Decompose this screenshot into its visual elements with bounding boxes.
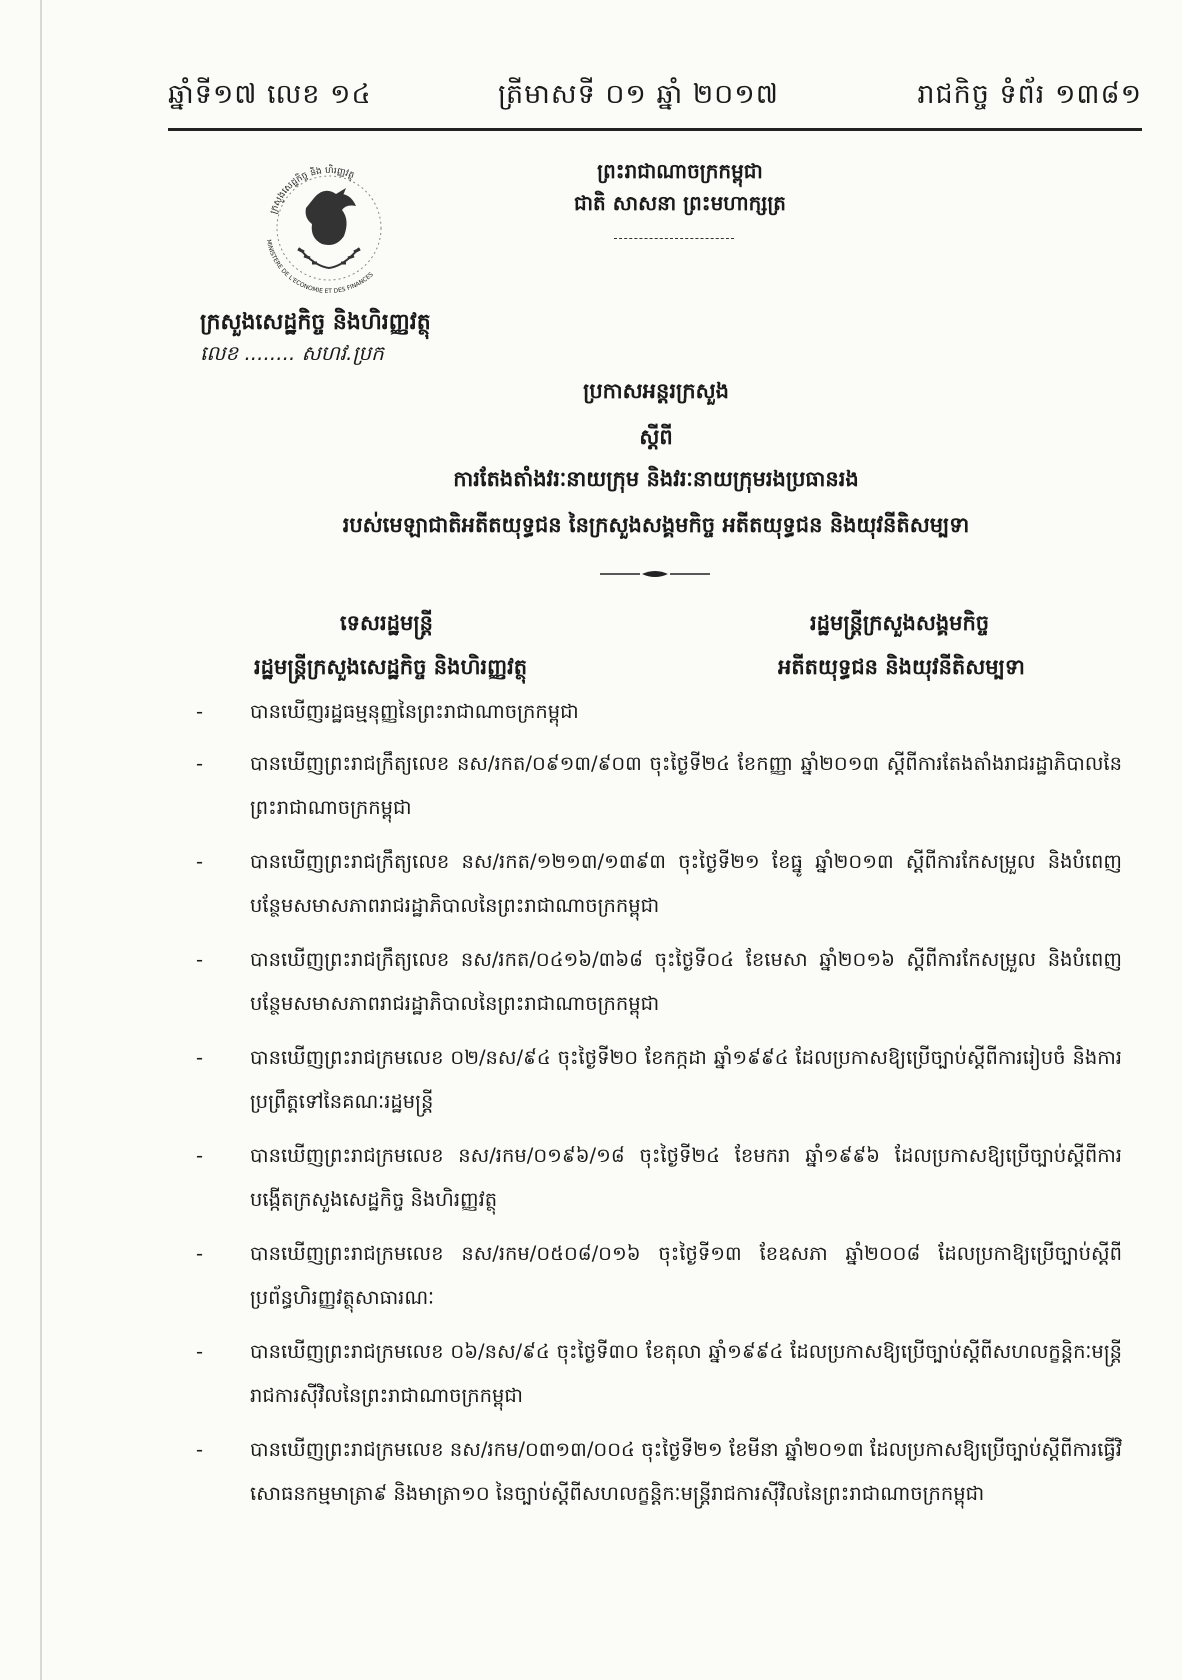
- kingdom-motto: ជាតិ សាសនា ព្រះមហាក្សត្រ: [574, 191, 786, 215]
- signatory-left-ministry: រដ្ឋមន្ត្រីក្រសួងសេដ្ឋកិច្ច និងហិរញ្ញវត្ថុ: [254, 655, 528, 679]
- list-item: - បានឃើញព្រះរាជក្រមលេខ នស/រកម/០៣១៣/០០៤ ចុះថ្ងៃទី២១ ខែមីនា ឆ្នាំ២០១៣ ដែលប្រកាសឱ្យប្រើច្បាប់ស្តីពីការធ្វើវិសោធនកម្មមាត្រា៩ និងមាត្រា១០ នៃច្បាប់ស្តីពីសហលក្ខន្តិកៈមន្ត្រីរាជការស៊ីវិលនៃព្រះរាជាណាចក្រកម្ពុជា: [196, 1438, 1122, 1505]
- title-subject-line1: ការតែងតាំងវរៈនាយក្រុម និងវរៈនាយក្រុមរងប្រធានរង: [453, 467, 859, 491]
- kingdom-title: ព្រះរាជាណាចក្រកម្ពុជា: [597, 159, 763, 183]
- title-about: ស្តីពី: [639, 425, 673, 449]
- kingdom-divider: [614, 238, 734, 239]
- signatory-right-title: រដ្ឋមន្ត្រីក្រសួងសង្គមកិច្ច: [810, 611, 990, 635]
- ministry-seal-icon: [254, 148, 404, 298]
- document-type-title: ប្រកាសអន្តរក្រសួង: [583, 379, 729, 403]
- header-divider: [168, 128, 1142, 131]
- header-page-number: រាជកិច្ច ទំព័រ ១៣៨១: [917, 79, 1142, 110]
- list-item: - បានឃើញព្រះរាជក្រមលេខ នស/រកម/០៥០៨/០១៦ ចុះថ្ងៃទី១៣ ខែឧសភា ឆ្នាំ២០០៨ ដែលប្រកាឱ្យប្រើច្បាប់ស្តីពីប្រព័ន្ធហិរញ្ញវត្ថុសាធារណៈ: [196, 1242, 1122, 1309]
- signatory-right-ministry: អតីតយុទ្ធជន និងយុវនីតិសម្បទា: [778, 655, 1025, 679]
- scan-edge: [40, 0, 42, 1680]
- title-divider-ornament: [600, 570, 710, 578]
- list-item: - បានឃើញព្រះរាជក្រឹត្យលេខ នស/រកត/០៤១៦/៣៦៨ ចុះថ្ងៃទី០៤ ខែមេសា ឆ្នាំ២០១៦ ស្តីពីការកែសម្រួល និងបំពេញបន្ថែមសមាសភាពរាជរដ្ឋាភិបាលនៃព្រះរាជាណាចក្រកម្ពុជា: [196, 948, 1122, 1015]
- list-item: - បានឃើញព្រះរាជក្រមលេខ ០៦/នស/៩៤ ចុះថ្ងៃទី៣០ ខែតុលា ឆ្នាំ១៩៩៤ ដែលប្រកាសឱ្យប្រើច្បាប់ស្តីពីសហលក្ខន្តិកៈមន្ត្រីរាជការស៊ីវិលនៃព្រះរាជាណាចក្រកម្ពុជា: [196, 1340, 1122, 1407]
- seal-top-text: ក្រសួងសេដ្ឋកិច្ច និង ហិរញ្ញវត្ថុ: [268, 165, 356, 216]
- gazette-header: [168, 78, 1142, 118]
- title-subject-line2: របស់មេឡាជាតិអតីតយុទ្ធជន នៃក្រសួងសង្គមកិច្ច អតីតយុទ្ធជន និងយុវនីតិសម្បទា: [342, 513, 970, 537]
- list-item: - បានឃើញព្រះរាជក្រមលេខ នស/រកម/០១៩៦/១៨ ចុះថ្ងៃទី២៤ ខែមករា ឆ្នាំ១៩៩៦ ដែលប្រកាសឱ្យប្រើច្បាប់ស្តីពីការបង្កើតក្រសួងសេដ្ឋកិច្ច និងហិរញ្ញវត្ថុ: [196, 1144, 1122, 1211]
- svg-text:MINISTERE DE L'ECONOMIE ET DES: [265, 239, 375, 295]
- issuing-ministry: ក្រសួងសេដ្ឋកិច្ច និងហិរញ្ញវត្ថុ: [200, 310, 431, 335]
- header-year-issue: ឆ្នាំទី១៧ លេខ ១៤: [168, 79, 372, 110]
- preamble-list: [196, 690, 1122, 1526]
- reference-number: លេខ ........ សហវ.ប្រក: [200, 341, 384, 365]
- seal-bottom-text: MINISTERE DE L'ECONOMIE ET DES FINANCES: [264, 238, 375, 296]
- list-item: - បានឃើញព្រះរាជក្រឹត្យលេខ នស/រកត/១២១៣/១៣៩៣ ចុះថ្ងៃទី២១ ខែធ្នូ ឆ្នាំ២០១៣ ស្តីពីការកែសម្រួល និងបំពេញបន្ថែមសមាសភាពរាជរដ្ឋាភិបាលនៃព្រះរាជាណាចក្រកម្ពុជា: [196, 850, 1122, 917]
- signatory-left-title: ទេសរដ្ឋមន្ត្រី: [340, 611, 433, 635]
- list-item: - បានឃើញរដ្ឋធម្មនុញ្ញនៃព្រះរាជាណាចក្រកម្ពុជា: [196, 700, 579, 723]
- list-item: - បានឃើញព្រះរាជក្រមលេខ ០២/នស/៩៤ ចុះថ្ងៃទី២០ ខែកក្កដា ឆ្នាំ១៩៩៤ ដែលប្រកាសឱ្យប្រើច្បាប់ស្តីពីការរៀបចំ និងការប្រព្រឹត្តទៅនៃគណៈរដ្ឋមន្ត្រី: [196, 1046, 1122, 1113]
- header-quarter: ត្រីមាសទី ០១ ឆ្នាំ ២០១៧: [498, 79, 779, 110]
- list-item: - បានឃើញព្រះរាជក្រឹត្យលេខ នស/រកត/០៩១៣/៩០៣ ចុះថ្ងៃទី២៤ ខែកញ្ញា ឆ្នាំ២០១៣ ស្តីពីការតែងតាំងរាជរដ្ឋាភិបាលនៃព្រះរាជាណាចក្រកម្ពុជា: [196, 752, 1122, 819]
